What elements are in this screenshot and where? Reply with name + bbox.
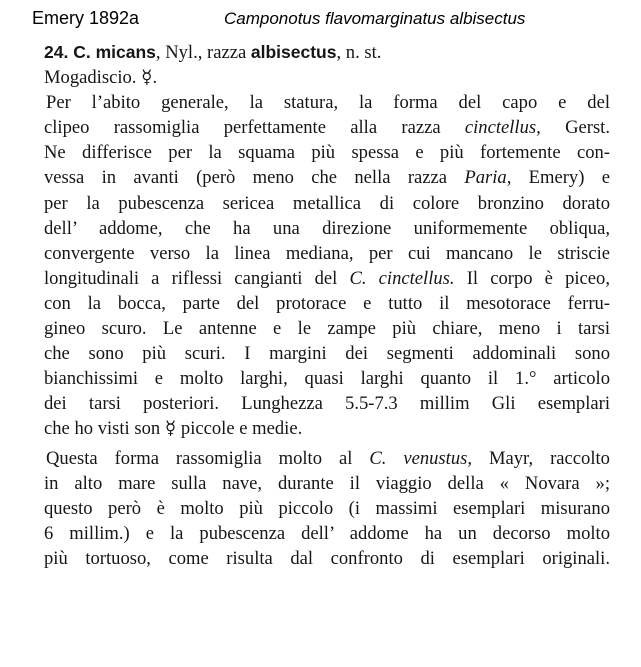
text-run: Emery) e [511, 167, 610, 189]
italic-taxon: cinctellus, [464, 117, 541, 139]
locality-line: Mogadiscio. ☿. [44, 67, 158, 89]
paragraph-2-line-1 [44, 446, 610, 471]
text-run: Gerst. [540, 117, 610, 139]
paragraph-1-line-7: convergente verso la linea mediana, per cui mancano le striscie [44, 242, 610, 264]
italic-taxon: Paria, [464, 167, 512, 189]
entry-author: , Nyl., razza [155, 42, 251, 63]
italic-taxon: C. cinctellus. [349, 267, 455, 289]
entry-number: 24. [44, 42, 69, 62]
text-run: clipeo rassomiglia perfettamente alla razza [44, 117, 465, 139]
paragraph-1-line-5: per la pubescenza sericea metallica di colore bronzino dorato [44, 192, 610, 214]
taxon-label: Camponotus flavomarginatus albisectus [224, 9, 526, 28]
paragraph-2-line-2: in alto mare sulla nave, durante il viaggio della « Novara »; [44, 472, 610, 494]
text-run: longitudinali a riflessi cangianti del [44, 267, 350, 289]
italic-taxon: C. venustus, [369, 447, 473, 469]
paragraph-1-line-11: che sono più scuri. I margini dei segmenti addominali sono [44, 343, 610, 365]
entry-status: , n. st. [336, 42, 382, 63]
paragraph-1-line-10: gineo scuro. Le antenne e le zampe più chiare, meno i tarsi [44, 318, 610, 340]
paragraph-1-line-4 [44, 165, 610, 190]
paragraph-1-line-9: con la bocca, parte del protorace e tutto il mesotorace ferru- [44, 292, 610, 314]
entry-subspecies: albisectus [250, 42, 337, 62]
paragraph-1-line-12: bianchissimi e molto larghi, quasi larghi quanto il 1.° articolo [44, 368, 610, 390]
text-run: Questa forma rassomiglia molto al [46, 447, 370, 469]
paragraph-2-line-5: più tortuoso, come risulta dal confronto di esemplari originali. [44, 547, 610, 569]
paragraph-1-line-14: che ho visti son ☿ piccole e medie. [44, 418, 303, 440]
text-run: Il corpo è piceo, [454, 267, 610, 289]
entry-species: C. micans [73, 42, 156, 62]
paragraph-1-line-1: Per l’abito generale, la statura, la forma del capo e del [46, 92, 610, 114]
paragraph-2-line-3: questo però è molto più piccolo (i massimi esemplari misurano [44, 497, 610, 519]
document-body [44, 40, 610, 571]
citation-label: Emery 1892a [32, 8, 140, 28]
paragraph-1-line-3: Ne differisce per la squama più spessa e più fortemente con- [44, 142, 610, 164]
paragraph-2-line-4: 6 millim.) e la pubescenza dell’ addome ha un decorso molto [44, 522, 610, 544]
text-run: Mayr, raccolto [472, 447, 610, 469]
text-run: vessa in avanti (però meno che nella razza [44, 167, 465, 189]
paragraph-1-line-13: dei tarsi posteriori. Lunghezza 5.5-7.3 millim Gli esemplari [44, 393, 610, 415]
paragraph-1-line-2 [44, 115, 610, 140]
paragraph-1-line-8 [44, 266, 610, 291]
paragraph-1-line-6: dell’ addome, che ha una direzione uniformemente obliqua, [44, 217, 610, 239]
entry-heading [44, 40, 610, 65]
